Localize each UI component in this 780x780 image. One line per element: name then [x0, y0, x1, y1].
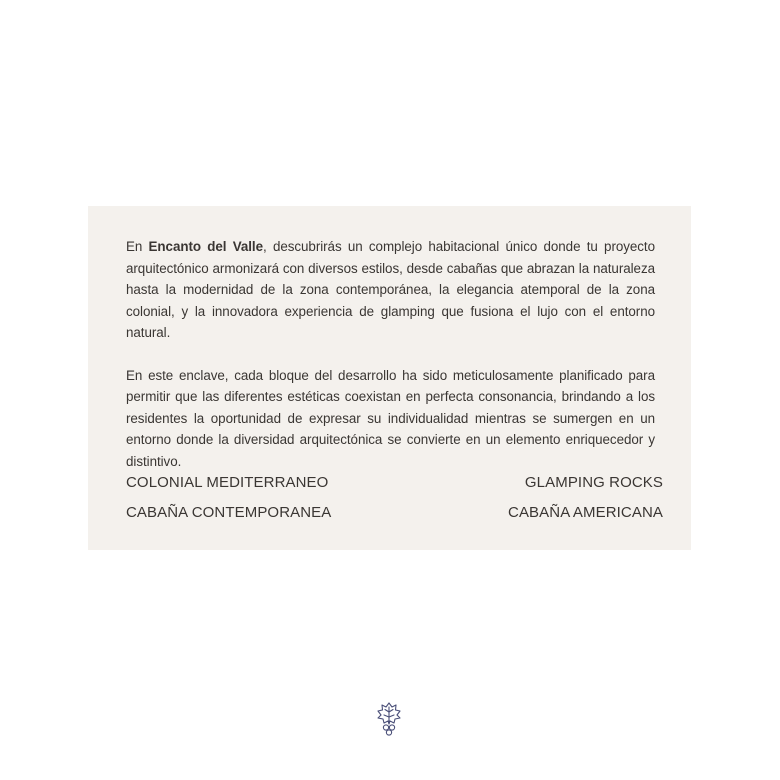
style-glamping-rocks: GLAMPING ROCKS: [524, 474, 663, 491]
brand-name: Encanto del Valle: [148, 239, 264, 254]
body-paragraph: En este enclave, cada bloque del desarrollo ha sido meticulosamente planificado para permitir que las diferentes estéticas coexistan en perfecta consonancia, brindando a los residentes la oportunidad de expresar su individualidad mientras se sumergen en un entorno donde la diversidad arquitectónica se convierte en un elemento enriquecedor y distintivo.: [126, 367, 655, 469]
content-card: [88, 206, 691, 550]
leaf-grape-logo-icon: [376, 702, 402, 738]
style-cabana-contemporanea: CABAÑA CONTEMPORANEA: [126, 504, 332, 521]
style-list: [126, 468, 663, 528]
style-column-right: [508, 468, 663, 528]
intro-paragraph: [126, 236, 655, 344]
style-cabana-americana: CABAÑA AMERICANA: [508, 504, 663, 521]
intro-rest: , descubrirás un complejo habitacional único donde tu proyecto arquitectónico armonizará con diversos estilos, desde cabañas que abrazan la naturaleza hasta la modernidad de la zona contemporánea, la elegancia atemporal de la zona colonial, y la innovadora experiencia de glamping que fusiona el lujo con el entorno natural.: [126, 239, 656, 340]
intro-lead: En: [126, 239, 149, 254]
style-colonial-mediterraneo: COLONIAL MEDITERRANEO: [126, 474, 329, 491]
style-column-left: [126, 468, 331, 528]
